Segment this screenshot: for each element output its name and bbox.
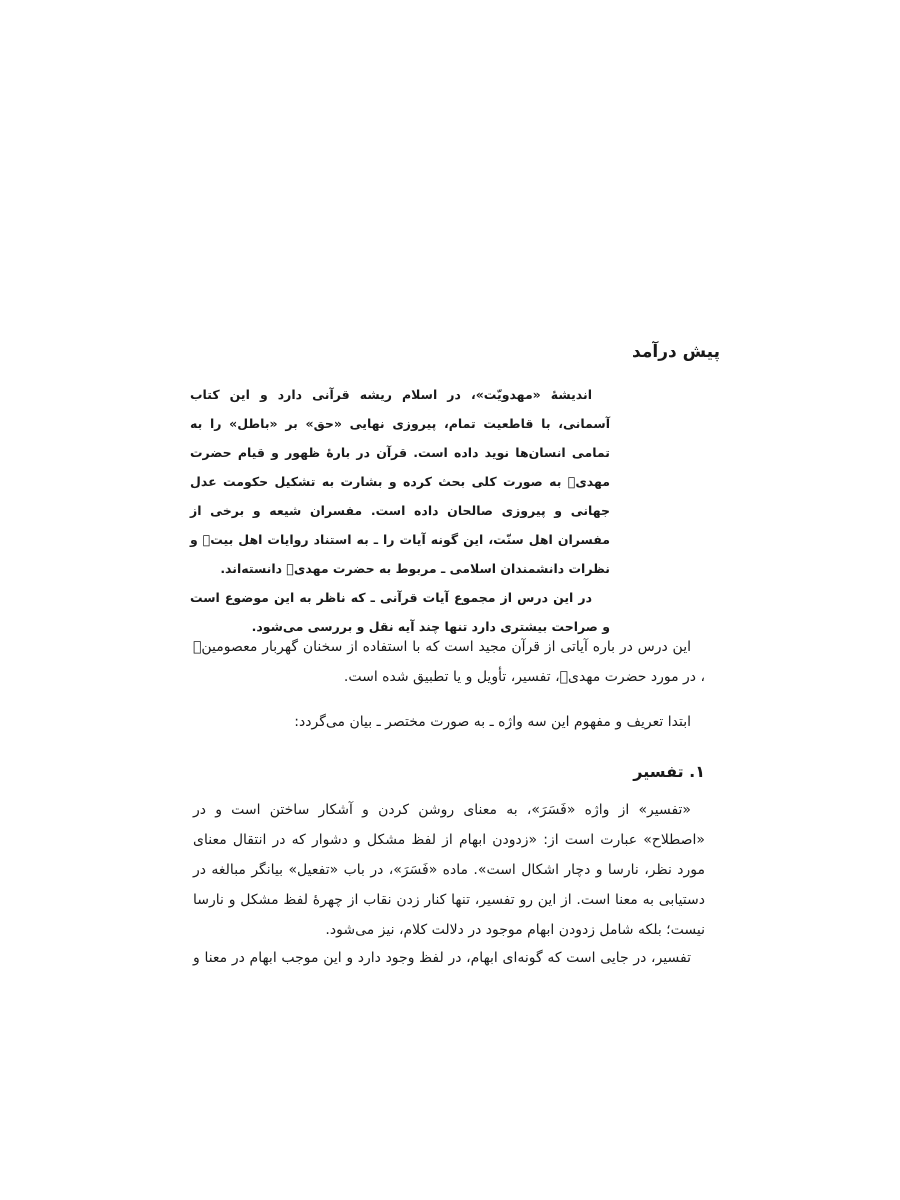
body-paragraph-block: [193, 795, 705, 945]
body-paragraph: این درس در باره آیاتی از قرآن مجید است که با استفاده از سخنان گهربار معصومینؑ ، در مورد حضرت مهدیؑ، تفسیر، تأویل و یا تطبیق شده است.: [193, 639, 705, 685]
body-paragraph: «تفسیر» از واژه «فَسَرَ»، به معنای روشن کردن و آشکار ساختن است و در «اصطلاح» عبارت است از: «زدودن ابهام از لفظ مشکل و دشوار که در انتقال معنای مورد نظر، نارسا و دچار اشکال است». ماده «فَسَرَ»، در باب «تفعیل» بیانگر مبالغه در دستیابی به معنا است. از این رو تفسیر، تنها کنار زدن نقاب از چهرهٔ لفظ مشکل و نارسا نیست؛ بلکه شامل زدودن ابهام موجود در دلالت کلام، نیز می‌شود.: [193, 802, 705, 938]
section-heading-tafsir: ۱. تفسیر: [633, 762, 705, 781]
section-heading-intro: پیش درآمد: [632, 342, 720, 362]
abstract-box: [190, 380, 610, 641]
abstract-paragraph: در این درس از مجموع آیات قرآنی ـ که ناظر به این موضوع است و صراحت بیشتری دارد تنها چند آیه نقل و بررسی می‌شود.: [190, 590, 610, 634]
body-paragraph: ابتدا تعریف و مفهوم این سه واژه ـ به صورت مختصر ـ بیان می‌گردد:: [294, 714, 691, 730]
body-paragraph-block: [193, 943, 705, 973]
body-paragraph-block: [193, 707, 705, 737]
body-paragraph: تفسیر، در جایی است که گونه‌ای ابهام، در لفظ وجود دارد و این موجب ابهام در معنا و: [193, 950, 691, 966]
abstract-paragraph: اندیشهٔ «مهدویّت»، در اسلام ریشه قرآنی دارد و این کتاب آسمانی، با قاطعیت تمام، پیروزی نهایی «حق» بر «باطل» را به تمامی انسان‌ها نوید داده است. قرآن در بارهٔ ظهور و قیام حضرت مهدیؑ به صورت کلی بحث کرده و بشارت به تشکیل حکومت عدل جهانی و پیروزی صالحان داده است. مفسران شیعه و برخی از مفسران اهل سنّت، این گونه آیات را ـ به استناد روایات اهل بیتؑ و نظرات دانشمندان اسلامی ـ مربوط به حضرت مهدیؑ دانسته‌اند.: [190, 387, 610, 576]
body-paragraph-block: [193, 632, 705, 692]
